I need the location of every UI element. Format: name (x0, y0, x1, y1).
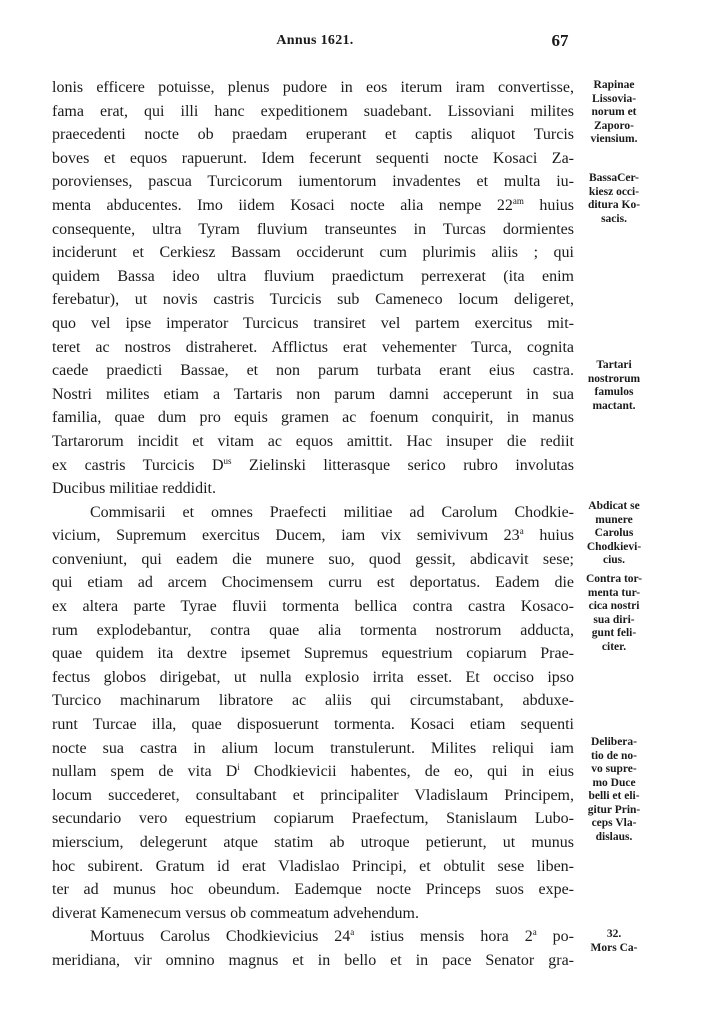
text-line (52, 194, 574, 218)
text-segment: Ducibus militiae reddidit. (52, 480, 216, 498)
text-line (52, 501, 574, 525)
margin-note-line: Lissovia- (591, 92, 637, 105)
margin-note-line: ceps Vla- (591, 817, 637, 829)
margin-note-line: norum et (591, 106, 637, 118)
text-segment: huius (523, 527, 574, 545)
text-line (52, 760, 574, 784)
text-segment: familia, quae dum pro equis gramen ac foenum conquirit, in manus (52, 409, 574, 427)
margin-note (576, 172, 652, 226)
margin-note-line: munere (595, 513, 633, 526)
text-line (52, 831, 574, 855)
text-segment: Turcico machinarum libratore ac aliis qui circumstabant, abduxe- (52, 692, 574, 710)
text-line (52, 737, 574, 761)
margin-note-line: gitur Prin- (587, 803, 641, 816)
text-segment: vicium, Supremum exercitus Ducem, iam vix semivivum 23 (52, 527, 520, 545)
margin-note-line: Zaporo- (593, 119, 635, 132)
margin-note (576, 928, 652, 955)
text-segment: Chodkievicii habentes, de eo, qui in eius (239, 763, 574, 781)
text-segment: Tartarorum incidit et vitam ac equos amittit. Hac insuper die rediit (52, 432, 574, 450)
text-segment: quae quidem ita dextre ipsemet Supremus equestrium copiarum Prae- (52, 645, 574, 663)
text-line (52, 312, 574, 336)
text-line (52, 477, 574, 501)
superscript: a (519, 526, 524, 537)
margin-note-line: Delibera- (591, 736, 637, 748)
text-segment: Nostri milites etiam a Tartaris non parum damni acceperunt in sua (52, 385, 574, 403)
text-line (52, 288, 574, 312)
text-line (52, 336, 574, 360)
text-segment: mierscium, delegerunt atque statim ab utroque petierunt, ut munus (52, 834, 574, 851)
text-segment: nocte sua castra in alium locum transtulerunt. Milites reliqui iam (52, 739, 574, 757)
margin-note-line: 32. (606, 928, 622, 940)
text-segment: boves et equos rapuerunt. Idem fecerunt sequenti nocte Kosaci Za- (52, 149, 574, 167)
text-line (52, 170, 574, 194)
text-line (52, 619, 574, 643)
text-line (52, 595, 574, 619)
margin-note-line: kiesz occi- (588, 185, 640, 198)
text-line (52, 218, 574, 242)
text-segment: Commisarii et omnes Praefecti militiae ad Carolum Chodkie- (90, 503, 574, 521)
text-line (52, 454, 574, 478)
margin-note-line: citer. (601, 640, 627, 653)
text-line (52, 925, 574, 949)
superscript: am (512, 195, 524, 206)
text-segment: Mortuus Carolus Chodkievicius 24 (90, 928, 351, 946)
margin-note-line: viensium. (590, 133, 638, 145)
text-segment: diverat Kamenecum versus ob commeatum advehendum. (52, 904, 419, 922)
text-segment: quo vel ipse imperator Turcicus transiret vel partem exercitus mit- (52, 314, 574, 332)
text-line (52, 241, 574, 265)
text-line (52, 265, 574, 289)
margin-note-line: menta tur- (587, 586, 641, 599)
text-line (52, 571, 574, 595)
text-line (52, 642, 574, 666)
margin-note-line: sacis. (601, 212, 627, 225)
text-line (52, 713, 574, 737)
text-segment: inciderunt et Cerkiesz Bassam occiderunt cum plurimis aliis ; qui (52, 244, 574, 262)
text-segment: praecedenti nocte ob praedam eruperant et captis aliquot Turcis (52, 126, 574, 144)
margin-note-line: ditura Ko- (587, 199, 641, 211)
text-segment: ter ad munus hoc obeundum. Eademque nocte Princeps suos expe- (52, 881, 574, 899)
margin-note (576, 500, 652, 568)
text-segment: nullam spem de vita D (52, 763, 238, 781)
text-line (52, 807, 574, 831)
margin-note-line: sua diri- (593, 613, 635, 626)
text-segment: ferebatur), ut novis castris Turcicis sub Cameneco locum deligeret, (52, 291, 574, 309)
text-line (52, 123, 574, 147)
text-line (52, 359, 574, 383)
running-header-title: Annus 1621. (276, 33, 354, 48)
margin-note-line: nostrorum (587, 372, 641, 385)
margin-note-line: dislaus. (595, 830, 633, 843)
text-line (52, 100, 574, 124)
superscript: us (223, 455, 232, 466)
margin-note-line: mo Duce (592, 776, 636, 789)
text-segment: consequente, ultra Tyram fluvium transeuntes in Turcas dormientes (52, 220, 574, 238)
text-segment: fama erat, qui illi hanc expeditionem suadebant. Lissoviani milites (52, 102, 574, 120)
margin-note-line: Rapinae (593, 79, 635, 91)
text-line (52, 383, 574, 407)
text-segment: hoc subirent. Gratum id erat Vladislao Principi, et obtulit sese liben- (52, 857, 574, 875)
text-line (52, 147, 574, 171)
margin-note-line: gunt feli- (591, 627, 637, 639)
text-segment: rum explodebantur, contra quae alia tormenta nostrorum adducta, (52, 621, 574, 639)
margin-note-line: Abdicat se (588, 500, 640, 512)
text-segment: fectus globos dirigebat, ut nulla explosio irrita esset. Et occiso ipso (52, 668, 574, 686)
margin-note-line: cica nostri (588, 600, 640, 612)
text-line (52, 406, 574, 430)
margin-note-line: tio de no- (591, 749, 637, 762)
text-segment: conveniunt, qui eadem die munere suo, quod gessit, abdicavit sese; (52, 550, 574, 568)
margin-note-line: Contra tor- (585, 573, 643, 585)
text-segment: istius mensis hora 2 (354, 928, 533, 946)
text-segment: ex altera parte Tyrae fluvii tormenta bellica contra castra Kosaco- (52, 598, 574, 616)
text-segment: caede praedicti Bassae, et non parum turbata erant eius castra. (52, 362, 574, 380)
margin-note (576, 79, 652, 147)
margin-note-line: vo supre- (591, 763, 637, 775)
margin-note-line: mactant. (592, 399, 636, 412)
text-segment: po- (536, 928, 574, 946)
superscript: a (532, 927, 537, 938)
page-number: 67 (551, 31, 569, 50)
text-line (52, 855, 574, 879)
text-line (52, 524, 574, 548)
main-text-column (52, 76, 574, 973)
margin-note (576, 359, 652, 413)
text-line (52, 76, 574, 100)
text-segment: Zielinski litterasque serico rubro involutas (231, 456, 574, 474)
text-segment: huius (523, 196, 574, 214)
text-line (52, 878, 574, 902)
text-segment: runt Turcae illa, quae disposuerunt tormenta. Kosaci etiam sequenti (52, 716, 574, 734)
text-segment: secundario vero equestrium copiarum Praefectum, Stanislaum Lubo- (52, 810, 574, 828)
text-segment: menta abducentes. Imo iidem Kosaci nocte alia nempe 22 (52, 196, 513, 214)
text-line (52, 902, 574, 926)
text-line (52, 949, 574, 973)
text-line (52, 689, 574, 713)
text-segment: locum succederet, consultabant et principaliter Vladislaum Principem, (52, 786, 574, 804)
text-segment: qui etiam ad arcem Chocimensem curru est deportatus. Eadem die (52, 574, 574, 592)
margin-note-line: BassaCer- (588, 172, 640, 184)
text-segment: teret ac nostros distraheret. Afflictus erat vehementer Turca, cognita (52, 338, 574, 356)
text-segment: ex castris Turcicis D (52, 456, 224, 474)
text-segment: meridiana, vir omnino magnus et in bello et in pace Senator gra- (52, 951, 574, 969)
text-segment: lonis efficere potuisse, plenus pudore in eos iterum iram convertisse, (52, 79, 574, 96)
text-line (52, 548, 574, 572)
superscript: i (237, 762, 240, 773)
margin-note-line: Carolus (594, 527, 634, 539)
superscript: a (350, 927, 355, 938)
text-line (52, 430, 574, 454)
margin-note-line: Chodkievi- (586, 540, 642, 553)
margin-note-line: Tartari (596, 359, 632, 371)
text-line (52, 666, 574, 690)
margin-note-line: Mors Ca- (590, 941, 638, 954)
margin-note (576, 573, 652, 654)
text-line (52, 784, 574, 808)
text-segment: quidem Bassa ideo ultra fluvium praedictum perrexerat (ita enim (52, 267, 574, 285)
margin-note-line: belli et eli- (588, 790, 640, 802)
margin-note-line: cius. (602, 554, 626, 566)
text-segment: porovienses, pascua Turcicorum iumentorum invadentes et multa iu- (52, 173, 574, 191)
margin-note-line: famulos (594, 386, 634, 398)
margin-note (576, 736, 652, 844)
